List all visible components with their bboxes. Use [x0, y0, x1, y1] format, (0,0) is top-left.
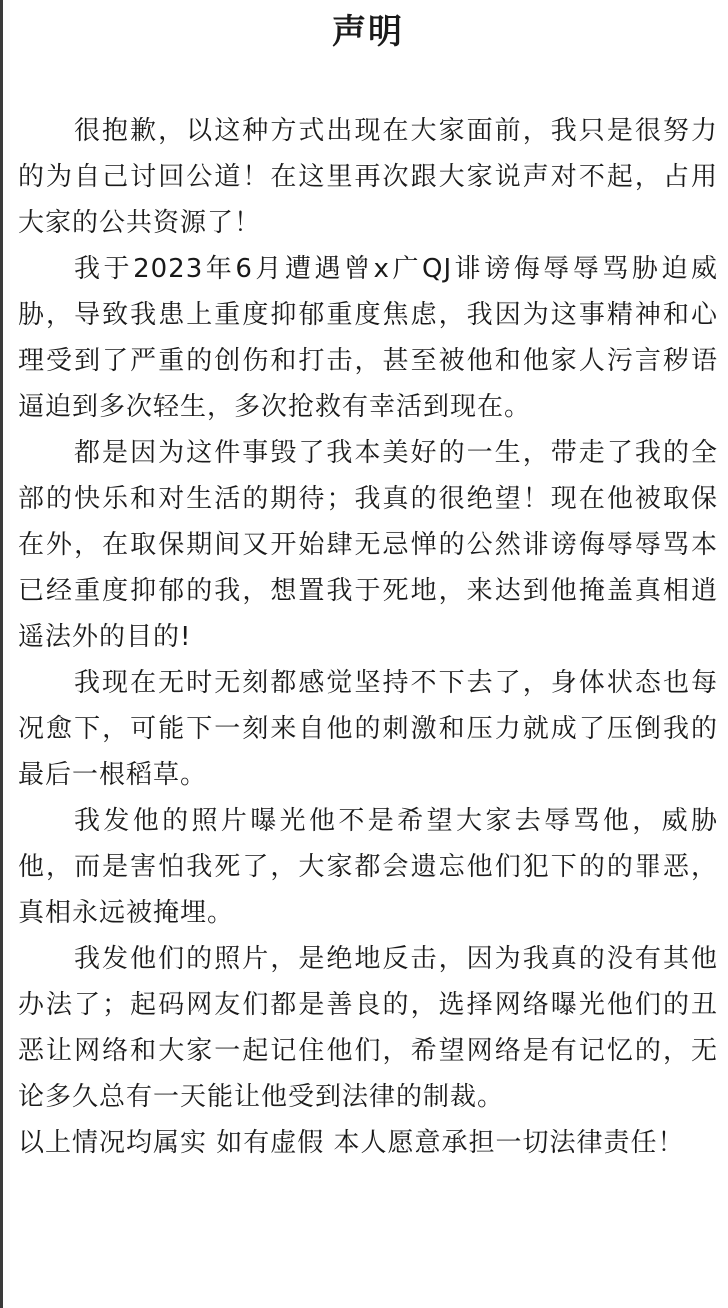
document-body [18, 108, 718, 1166]
paragraph-current-state: 我现在无时无刻都感觉坚持不下去了，身体状态也每况愈下，可能下一刻来自他的刺激和压力就成了压倒我的最后一根稻草。 [18, 668, 718, 790]
paragraph-apology: 很抱歉，以这种方式出现在大家面前，我只是很努力的为自己讨回公道！在这里再次跟大家说声对不起，占用大家的公共资源了！ [18, 116, 718, 238]
paragraph-incident: 我于2023年6月遭遇曾x广QJ诽谤侮辱辱骂胁迫威胁，导致我患上重度抑郁重度焦虑，我因为这事精神和心理受到了严重的创伤和打击，甚至被他和他家人污言秽语逼迫到多次轻生，多次抢救有幸活到现在。 [18, 254, 718, 422]
statement-document [18, 0, 718, 1166]
paragraph-despair: 都是因为这件事毁了我本美好的一生，带走了我的全部的快乐和对生活的期待；我真的很绝望！现在他被取保在外，在取保期间又开始肆无忌惮的公然诽谤侮辱辱骂本已经重度抑郁的我，想置我于死地，来达到他掩盖真相逍遥法外的目的! [18, 438, 718, 652]
page-left-border [0, 0, 3, 1308]
paragraph-fight-back: 我发他们的照片，是绝地反击，因为我真的没有其他办法了；起码网友们都是善良的，选择网络曝光他们的丑恶让网络和大家一起记住他们，希望网络是有记忆的，无论多久总有一天能让他受到法律的制裁。 [18, 944, 718, 1112]
closing-declaration: 以上情况均属实 如有虚假 本人愿意承担一切法律责任！ [18, 1128, 685, 1158]
paragraph-photo-reason: 我发他的照片曝光他不是希望大家去辱骂他，威胁他，而是害怕我死了，大家都会遗忘他们犯下的的罪恶，真相永远被掩埋。 [18, 806, 718, 928]
document-title: 声明 [332, 12, 404, 52]
